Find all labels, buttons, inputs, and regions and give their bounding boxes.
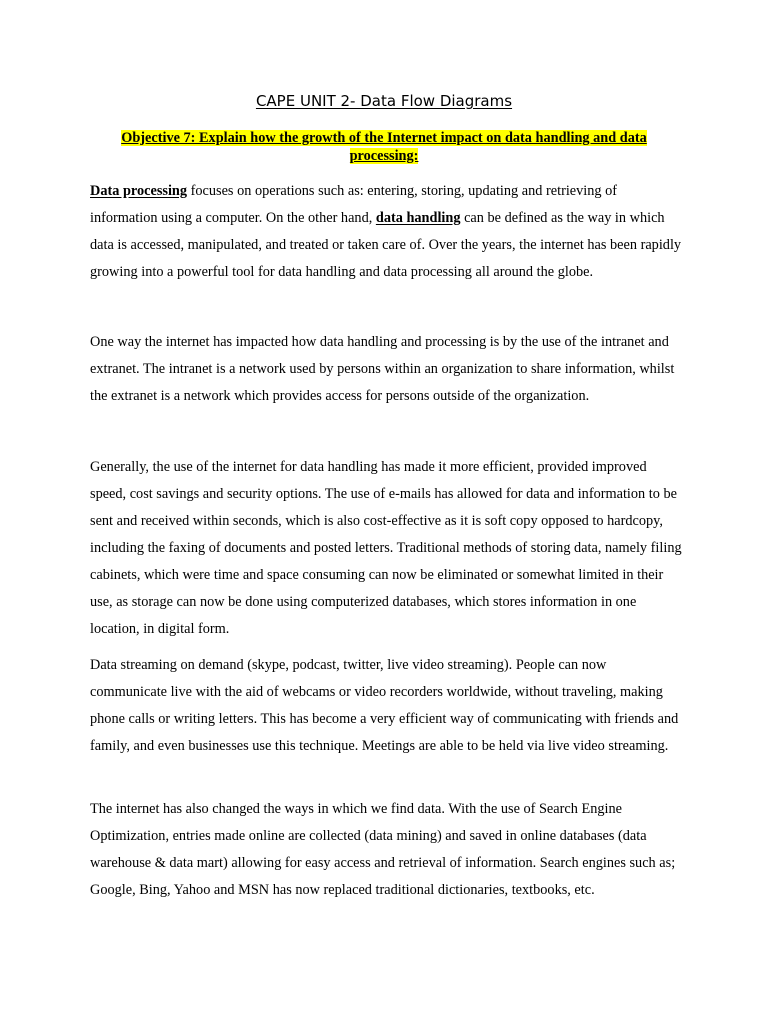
paragraph-intranet-extranet: One way the internet has impacted how data handling and processing is by the use of the intranet and extranet. The intranet is a network used by persons within an organization to share information, whilst the extranet is a network which provides access for persons outside of the organization.	[90, 334, 675, 404]
paragraph-data-processing: Data processing focuses on operations such as: entering, storing, updating and retrieving of information using a computer. On the other hand, data handling can be defined as the way in which data is accessed, manipulated, and treated or taken care of. Over the years, the internet has been rapidly growing into a powerful tool for data handling and data processing all around the globe.	[90, 183, 682, 280]
paragraph-efficiency: Generally, the use of the internet for data handling has made it more efficient, provided improved speed, cost savings and security options. The use of e-mails has allowed for data and information to be sent and received within seconds, which is also cost-effective as it is soft copy opposed to hardcopy, including the faxing of documents and posted letters. Traditional methods of storing data, namely filing cabinets, which were time and space consuming can now be eliminated or somewhat limited in their use, as storage can now be done using computerized databases, which stores information in one location, in digital form.	[90, 459, 682, 637]
paragraph-data-streaming: Data streaming on demand (skype, podcast, twitter, live video streaming). People can now communicate live with the aid of webcams or video recorders worldwide, without traveling, making phone calls or writing letters. This has become a very efficient way of communicating with friends and family, and even businesses use this technique. Meetings are able to be held via live video streaming.	[90, 657, 679, 754]
objective-highlight: Objective 7: Explain how the growth of the Internet impact on data handling and data processing:	[121, 130, 647, 164]
objective-heading	[90, 130, 678, 165]
document-title: CAPE UNIT 2- Data Flow Diagrams	[255, 92, 513, 110]
term-data-processing: Data processing	[90, 183, 188, 199]
term-data-handling: data handling	[375, 210, 461, 226]
paragraph-search-engines: The internet has also changed the ways in which we find data. With the use of Search Engine Optimization, entries made online are collected (data mining) and saved in online databases (data warehouse & data mart) allowing for easy access and retrieval of information. Search engines such as; Google, Bing, Yahoo and MSN has now replaced traditional dictionaries, textbooks, etc.	[90, 801, 676, 898]
